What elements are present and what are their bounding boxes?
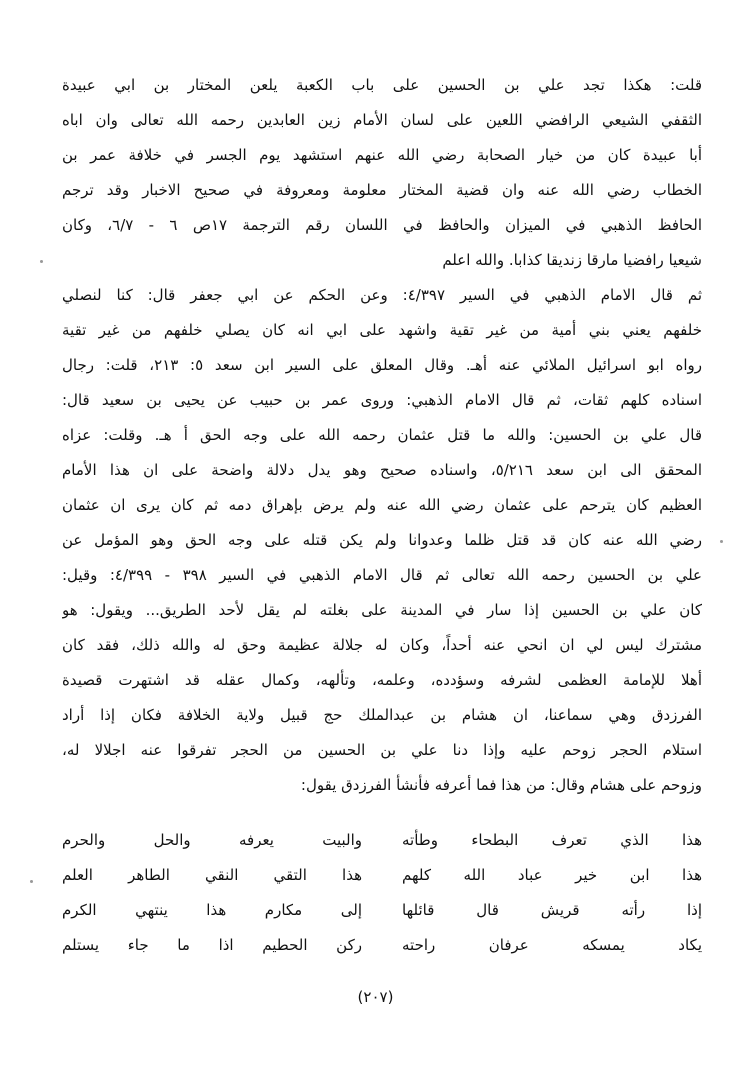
verse-first-half: هذا الذي تعرف البطحاء وطأته xyxy=(402,831,702,849)
text-line: الخطاب رضي الله عنه وان قضية المختار معلومة ومعروفة في صحيح الاخبار وقد ترجم xyxy=(62,181,702,199)
poem-verse xyxy=(62,893,702,928)
poem-verse xyxy=(62,823,702,858)
text-line: خلفهم يعني بني أمية من غير تقية واشهد على ابي انه كان يصلي خلفهم من غير تقية xyxy=(62,321,702,339)
scan-speck xyxy=(720,540,723,543)
text-line: الحافظ الذهبي في الميزان والحافظ في اللسان رقم الترجمة ١٧ص ٦ - ٦/٧، وكان xyxy=(62,216,702,234)
text-line: أهلا للإمامة العظمى لشرفه وسؤدده، وعلمه، وتألهه، وكمال عقله قد اشتهرت قصيدة xyxy=(62,671,702,689)
text-line: المحقق الى ابن سعد ٥/٢١٦، واسناده صحيح وهو يدل دلالة واضحة على ان هذا الأمام xyxy=(62,461,702,479)
verse-first-half: هذا ابن خير عباد الله كلهم xyxy=(402,866,702,884)
text-line: استلام الحجر زوحم عليه وإذا دنا علي بن الحسين من الحجر تفرقوا عنه اجلالا له، xyxy=(62,741,702,759)
text-line: اسناده كلهم ثقات، ثم قال الامام الذهبي: وروى عمر بن حبيب عن يحيى بن سعيد قال: xyxy=(62,391,702,409)
text-line: مشترك ليس لي ان انحي عنه أحداً، وكان له جلالة عظيمة وحق له والله ذلك، فقد كان xyxy=(62,636,702,654)
poem-verse xyxy=(62,858,702,893)
text-line: ثم قال الامام الذهبي في السير ٤/٣٩٧: وعن الحكم عن ابي جعفر قال: كنا لنصلي xyxy=(62,286,702,304)
text-line: رواه ابو اسرائيل الملائي عنه أهـ. وقال المعلق على السير ابن سعد ٥: ٢١٣، قلت: رجال xyxy=(62,356,702,374)
body-text xyxy=(62,68,702,803)
scan-speck xyxy=(40,260,43,263)
scan-speck xyxy=(30,880,33,883)
text-line: رضي الله عنه كان قد قتل ظلما وعدوانا ولم يكن قتله على وجه الحق وهو المؤمل عن xyxy=(62,531,702,549)
text-line: الفرزدق وهي سماعنا، ان هشام بن عبدالملك حج قبيل ولاية الخلافة فكان إذا أراد xyxy=(62,706,702,724)
text-line: العظيم كان يترحم على عثمان رضي الله عنه ولم يرض بإهراق دمه ثم كان يرى ان عثمان xyxy=(62,496,702,514)
text-line: أبا عبيدة كان من خيار الصحابة رضي الله عنهم استشهد يوم الجسر في خلافة عمر بن xyxy=(62,146,702,164)
verse-first-half: يكاد يمسكه عرفان راحته xyxy=(402,936,702,954)
verse-second-half: والبيت يعرفه والحل والحرم xyxy=(62,831,362,849)
poem-verse xyxy=(62,928,702,963)
verse-first-half: إذا رأته قريش قال قائلها xyxy=(402,901,702,919)
text-line: الثقفي الشيعي الرافضي اللعين على لسان الأمام زين العابدين رحمه الله تعالى وان اباه xyxy=(62,111,702,129)
text-line: وزوحم على هشام وقال: من هذا فما أعرفه فأنشأ الفرزدق يقول: xyxy=(300,776,702,794)
text-line: كان علي بن الحسين إذا سار في المدينة على بغلته لم يقل لأحد الطريق... ويقول: هو xyxy=(62,601,702,619)
poem xyxy=(62,823,702,963)
text-line: قلت: هكذا تجد علي بن الحسين على باب الكعبة يلعن المختار بن ابي عبيدة xyxy=(62,76,702,94)
verse-second-half: ركن الحطيم اذا ما جاء يستلم xyxy=(62,936,362,954)
text-line: علي بن الحسين رحمه الله تعالى ثم قال الامام الذهبي في السير ٣٩٨ - ٤/٣٩٩: وقيل: xyxy=(62,566,702,584)
verse-second-half: هذا التقي النقي الطاهر العلم xyxy=(62,866,362,884)
text-line: قال علي بن الحسين: والله ما قتل عثمان رحمه الله على وجه الحق أ هـ. وقلت: عزاه xyxy=(62,426,702,444)
verse-second-half: إلى مكارم هذا ينتهي الكرم xyxy=(62,901,362,919)
text-line: شيعيا رافضيا مارقا زنديقا كذابا. والله اعلم xyxy=(442,251,702,269)
page-number: (٢٠٧) xyxy=(357,988,394,1006)
